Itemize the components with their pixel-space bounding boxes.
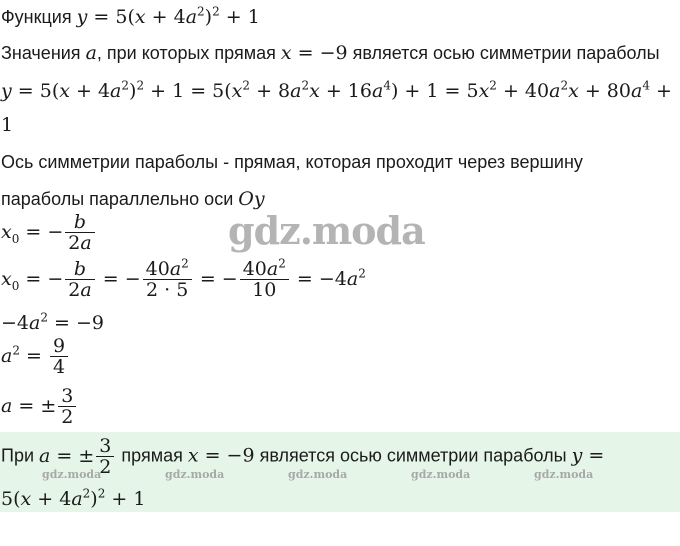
- answer-label-line: прямая: [121, 445, 183, 466]
- math-oy: Oy: [238, 188, 265, 210]
- math-function: $y = 5(x + 4a^2)^2 + 1$: [76, 4, 260, 28]
- math-a-solution: a = ± $\frac{3}{2}$: [1, 395, 78, 417]
- vertex-formula: [1, 212, 97, 253]
- label-definition: Ось симметрии параболы - прямая, которая проходит через вершину: [1, 152, 583, 172]
- watermark-small: gdz.moda: [534, 468, 594, 481]
- watermark-logo: gdz.moda: [228, 208, 425, 253]
- answer-line-2: [1, 488, 145, 510]
- math-vertex-formula: $x_0$ = − $\frac{b}{2a}$: [1, 221, 97, 243]
- watermark-small: gdz.moda: [165, 468, 225, 481]
- math-vertex-calc: $x_0$ = − $\frac{b}{2a}$ = − $\frac{40a^2}{2 \cdot 5}$ = − $\frac{40a^2}{10}$ = $-4a^2$: [1, 256, 366, 301]
- math-a: a: [85, 42, 97, 64]
- vertex-calc: [1, 256, 366, 301]
- label-line: , при которых прямая: [96, 43, 276, 63]
- equation-line: [1, 312, 104, 334]
- math-answer-function: $5(x + 4a^2)^2 + 1$: [1, 486, 146, 510]
- math-x-eq: x = −9: [280, 42, 348, 64]
- math-one: 1: [1, 114, 14, 136]
- expansion-cont: [1, 114, 13, 136]
- label-values: Значения: [1, 43, 81, 63]
- math-answer-x: x = −9: [187, 444, 255, 467]
- math-answer-y: y =: [571, 444, 605, 467]
- a-solution-line: [1, 386, 78, 427]
- label-function: Функция: [1, 7, 72, 27]
- label-definition-cont: параболы параллельно оси: [1, 189, 234, 209]
- function-statement: [1, 6, 260, 28]
- a-squared-line: [1, 336, 70, 377]
- answer-label-axis: является осью симметрии параболы: [259, 445, 567, 466]
- question-statement: [1, 42, 660, 64]
- expansion-line: [1, 80, 672, 102]
- math-a-squared: $a^2$ = $\frac{9}{4}$: [1, 345, 70, 367]
- math-equation: $-4a^2 = -9$: [1, 310, 104, 334]
- watermark-small: gdz.moda: [411, 468, 471, 481]
- watermark-small: gdz.moda: [42, 468, 102, 481]
- answer-label-pri: При: [1, 445, 35, 466]
- definition-line-2: [1, 188, 265, 210]
- math-expansion: $y = 5(x + 4a^2)^2 + 1 = 5(x^2 + 8a^2x + 16a^4) + 1 = 5x^2 + 40a^2x + 80a^4$ +: [1, 78, 672, 102]
- watermark-small: gdz.moda: [288, 468, 348, 481]
- label-axis: является осью симметрии параболы: [352, 43, 660, 63]
- math-answer-a: a = ± $\frac{3}{2}$: [39, 445, 116, 467]
- definition-line-1: [1, 151, 583, 173]
